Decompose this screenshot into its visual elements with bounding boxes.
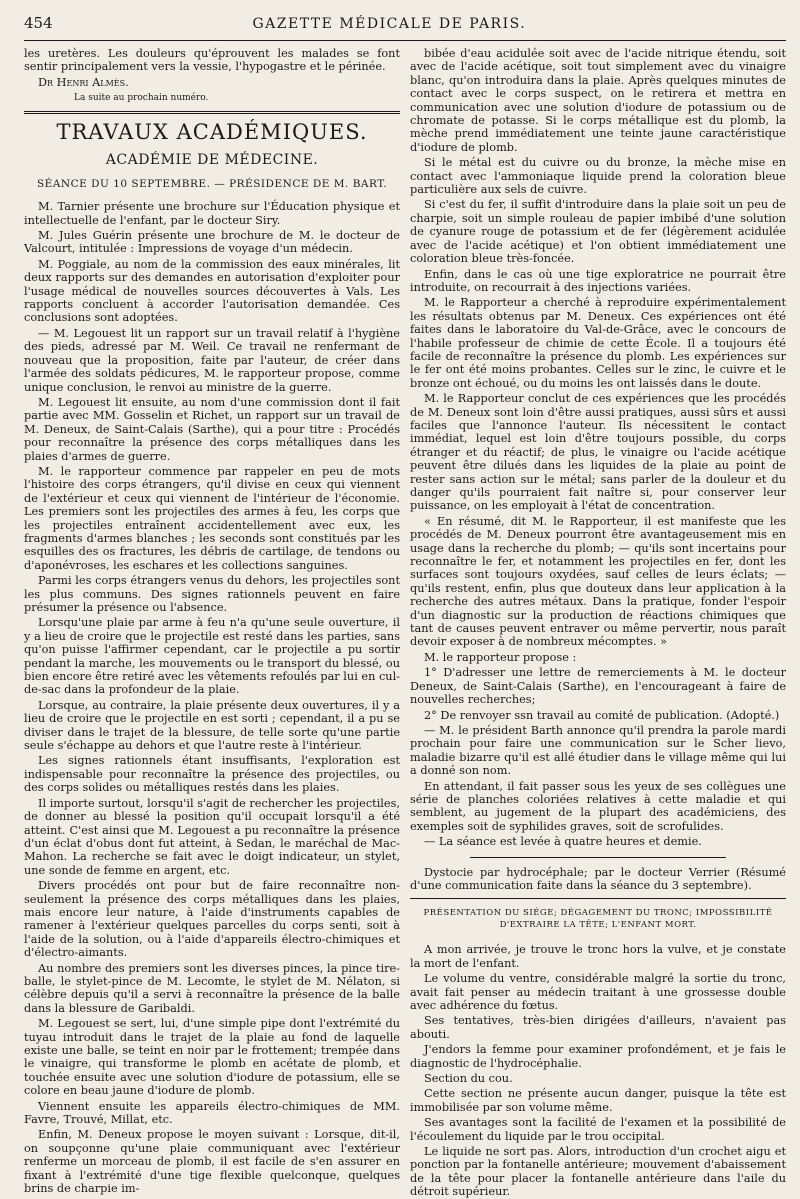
case-paragraph: Le liquide ne sort pas. Alors, introduction d'un crochet aigu et ponction par la fontanelle antérieure; mouvement d'abaissement de la tête pour placer la fontanelle antérieure dans l'aile du détroit supérieur. — [410, 1145, 786, 1199]
author-signature: Dr Henri Almès. — [38, 75, 129, 89]
body-paragraph: M. le Rapporteur conclut de ces expériences que les procédés de M. Deneux sont loin d'être aussi pratiques, aussi sûrs et aussi faciles que l'annonce l'auteur. Ils nécessitent le contact immédiat, lequel est loin d'être toujours possible, du corps étranger et du réactif; de plus, le vinaigre ou l'acide acétique peuvent être dilués dans les liquides de la plaie au point de rester sans action sur le métal; sans parler de la douleur et du danger qu'ils pourraient fait naître si, pour conserver leur puissance, on les employait à l'état de concentration. — [410, 392, 786, 513]
body-paragraph: « En résumé, dit M. le Rapporteur, il est manifeste que les procédés de M. Deneux pourront être avantageusement mis en usage dans la recherche du plomb; — qu'ils sont incertains pour reconnaître le fer, et notamment les projectiles en fer, dont les surfaces sont toujours oxydées, sauf celles de leurs éclats; — qu'ils restent, enfin, plus que douteux dans leur application à la recherche des autres métaux. Dans la pratique, fonder l'espoir d'un diagnostic sur la production de réactions chimiques que tant de causes peuvent entraver ou même pervertir, nous paraît devoir exposer à de nombreux mécomptes. » — [410, 514, 786, 649]
case-paragraph: J'endors la femme pour examiner profondément, et je fais le diagnostic de l'hydrocéphalie. — [410, 1043, 786, 1070]
intro-paragraph: les uretères. Les douleurs qu'éprouvent les malades se font sentir principalement vers la vessie, l'hypogastre et le périnée. — [24, 47, 400, 74]
body-paragraph: M. Tarnier présente une brochure sur l'Éducation physique et intellectuelle de l'enfant, par le docteur Siry. — [24, 200, 400, 227]
body-paragraph: Si le métal est du cuivre ou du bronze, la mèche mise en contact avec l'ammoniaque liquide prend la coloration bleue particulière aux sels de cuivre. — [410, 156, 786, 197]
body-paragraph: Divers procédés ont pour but de faire reconnaître non-seulement la présence des corps métalliques dans les plaies, mais encore leur nature, à l'aide d'instruments capables de ramener à l'extérieur quelques parcelles du corps senti, soit à l'aide de la solution, ou à l'aide d'appareils électro-chimiques et d'électro-aimants. — [24, 879, 400, 960]
body-paragraph: M. le rapporteur commence par rappeler en peu de mots l'histoire des corps étrangers, qu'il divise en ceux qui viennent de l'extérieur et ceux qui viennent de l'intérieur de l'économie. Les premiers sont les projectiles des armes à feu, les corps que les projectiles entraînent accidentellement avec eux, les fragments d'armes blanches ; les seconds sont constitués par les esquilles des os fractures, les débris de cartilage, de tendons ou d'aponévroses, les eschares et les collections sanguines. — [24, 464, 400, 572]
section-title: TRAVAUX ACADÉMIQUES. — [56, 120, 368, 145]
body-paragraph: M. le Rapporteur a cherché à reproduire expérimentalement les résultats obtenus par M. Deneux. Ces expériences ont été faites dans le laboratoire du Val-de-Grâce, avec le concours de l'habile professeur de chimie de cette École. Il a toujours été facile de reconnaître la présence du plomb. Les expériences sur le fer ont été moins probantes. Celles sur le zinc, le cuivre et le bronze ont échoué, ou du moins les ont laissés dans le doute. — [410, 296, 786, 390]
left-paragraphs — [24, 200, 400, 1195]
academy-title: ACADÉMIE DE MÉDECINE. — [105, 152, 319, 169]
body-paragraph: — M. Legouest lit un rapport sur un travail relatif à l'hygiène des pieds, adressé par M. Weil. Ce travail ne renfermant de nouveau que la proposition, faite par l'auteur, de créer dans l'armée des soldats pédicures, M. le rapporteur propose, comme unique conclusion, le renvoi au ministre de la guerre. — [24, 326, 400, 394]
case-paragraph: Ses avantages sont la facilité de l'examen et la possibilité de l'écoulement du liquide par le trou occipital. — [410, 1116, 786, 1143]
body-paragraph: Il importe surtout, lorsqu'il s'agit de rechercher les projectiles, de donner au blessé la position qu'il occupait lorsqu'il a été atteint. C'est ainsi que M. Legouest a pu reconnaître la présence d'un éclat d'obus dont fut atteint, à Sedan, le maréchal de Mac-Mahon. La recherche se fait avec le doigt indicateur, un stylet, une sonde de femme en argent, etc. — [24, 796, 400, 877]
section-divider — [24, 111, 400, 114]
separator-rule-2 — [410, 898, 786, 899]
presentation-heading: PRÉSENTATION DU SIÉGE; DÉGAGEMENT DU TRONC; IMPOSSIBILITÉ D'EXTRAIRE LA TÊTE; L'ENFANT MORT. — [423, 908, 773, 931]
body-paragraph: 2° De renvoyer ssn travail au comité de publication. (Adopté.) — [424, 708, 780, 722]
body-paragraph: M. Poggiale, au nom de la commission des eaux minérales, lit deux rapports sur des demandes en autorisation d'exploiter pour l'usage médical de nouvelles sources découvertes à Vals. Les rapports concluent à accorder l'autorisation demandée. Ces conclusions sont adoptées. — [24, 257, 400, 325]
page-number: 454 — [24, 14, 53, 32]
right-column — [410, 47, 786, 1199]
left-column — [24, 47, 400, 1196]
body-paragraph: Enfin, M. Deneux propose le moyen suivant : Lorsque, dit-il, on soupçonne qu'une plaie communiquant avec l'extérieur renferme un morceau de plomb, il est facile de s'en assurer en fixant à l'extrémité d'une tige flexible quelconque, quelques brins de charpie im- — [24, 1128, 400, 1196]
body-paragraph: Lorsqu'une plaie par arme à feu n'a qu'une seule ouverture, il y a lieu de croire que le projectile est resté dans les parties, sans qu'on puisse l'affirmer cependant, car le projectile a pu sortir pendant la marche, les mouvements ou le transport du blessé, ou bien encore être retiré avec les vêtements refoulés par lui en cul-de-sac dans la profondeur de la plaie. — [24, 616, 400, 697]
body-paragraph: Parmi les corps étrangers venus du dehors, les projectiles sont les plus communs. Des signes rationnels peuvent en faire présumer la présence ou l'absence. — [24, 574, 400, 614]
body-paragraph: M. le rapporteur propose : — [424, 650, 577, 664]
body-paragraph: — M. le président Barth annonce qu'il prendra la parole mardi prochain pour faire une communication sur le Scher lievo, maladie bizarre qu'il est allé étudier dans le village même qui lui a donné son nom. — [410, 723, 786, 778]
body-paragraph: bibée d'eau acidulée soit avec de l'acide nitrique étendu, soit avec de l'acide acétique, soit tout simplement avec du vinaigre blanc, qu'on introduira dans la plaie. Après quelques minutes de contact avec le corps suspect, on le retirera et mettra en communication avec une solution d'iodure de potassium ou de chromate de potasse. Si le corps métallique est du plomb, la mèche prend immédiatement une teinte jaune caractéristique d'iodure de plomb. — [410, 47, 786, 154]
body-paragraph: En attendant, il fait passer sous les yeux de ses collègues une série de planches coloriées relatives à cette maladie et qui semblent, au jugement de la plupart des académiciens, des exemples soit de syphilides graves, soit de scrofulides. — [410, 779, 786, 833]
dystocie-title: Dystocie par hydrocéphale; par le docteur Verrier (Résumé d'une communication faite dans la séance du 3 septembre). — [410, 865, 786, 892]
case-paragraph: Section du cou. — [424, 1072, 513, 1086]
body-paragraph: M. Jules Guérin présente une brochure de M. le docteur de Valcourt, intitulée : Impressions de voyage d'un médecin. — [24, 229, 400, 256]
body-paragraph: Lorsque, au contraire, la plaie présente deux ouvertures, il y a lieu de croire que le projectile en est sorti ; cependant, il a pu se diviser dans le trajet de la blessure, de telle sorte qu'une partie seule s'échappe au dehors et que l'autre reste à l'intérieur. — [24, 698, 400, 753]
case-paragraph: Cette section ne présente aucun danger, puisque la tête est immobilisée par son volume même. — [410, 1087, 786, 1114]
continued-note: La suite au prochain numéro. — [74, 93, 209, 104]
body-paragraph: — La séance est levée à quatre heures et demie. — [424, 835, 702, 849]
body-paragraph: Enfin, dans le cas où une tige exploratrice ne pourrait être introduite, on recourrait à des injections variées. — [410, 267, 786, 294]
body-paragraph: 1° D'adresser une lettre de remerciements à M. le docteur Deneux, de Saint-Calais (Sarthe), en l'encourageant à faire de nouvelles recherches; — [410, 666, 786, 707]
body-paragraph: Les signes rationnels étant insuffisants, l'exploration est indispensable pour reconnaître la présence des projectiles, ou des corps solides ou métalliques restés dans les plaies. — [24, 754, 400, 795]
body-paragraph: Si c'est du fer, il suffit d'introduire dans la plaie soit un peu de charpie, soit un simple rouleau de papier imbibé d'une solution de cyanure rouge de potassium et de fer (légèrement acidulée avec de l'acide acétique) et l'on obtient immédiatement une coloration bleue très-foncée. — [410, 198, 786, 266]
running-title: GAZETTE MÉDICALE DE PARIS. — [252, 16, 527, 32]
case-paragraph: Le volume du ventre, considérable malgré la sortie du tronc, avait fait penser au médecin traitant à une grossesse double avec adhérence du fœtus. — [410, 972, 786, 1012]
body-paragraph: M. Legouest lit ensuite, au nom d'une commission dont il fait partie avec MM. Gosselin et Richet, un rapport sur un travail de M. Deneux, de Saint-Calais (Sarthe), qui a pour titre : Procédés pour reconnaître la présence des corps métalliques dans les plaies d'armes de guerre. — [24, 395, 400, 463]
columns — [24, 47, 786, 1199]
case-paragraph: Ses tentatives, très-bien dirigées d'ailleurs, n'avaient pas abouti. — [410, 1014, 786, 1041]
seance-title: SÉANCE DU 10 SEPTEMBRE. — PRÉSIDENCE DE M. BART. — [36, 178, 388, 191]
body-paragraph: M. Legouest se sert, lui, d'une simple pipe dont l'extrémité du tuyau introduit dans le trajet de la plaie au fond de laquelle existe une balle, se teint en noir par le frottement; trempée dans le vinaigre, qui transforme le plomb en acétate de plomb, et touchée ensuite avec une solution d'iodure de potassium, elle se colore en beau jaune d'iodure de plomb. — [24, 1017, 400, 1098]
right-paragraphs — [410, 47, 786, 849]
page-header — [24, 14, 786, 41]
case-paragraph: A mon arrivée, je trouve le tronc hors la vulve, et je constate la mort de l'enfant. — [410, 943, 786, 970]
body-paragraph: Viennent ensuite les appareils électro-chimiques de MM. Favre, Trouvé, Millat, etc. — [24, 1099, 400, 1127]
separator-rule — [470, 857, 726, 858]
case-paragraphs — [410, 943, 786, 1198]
body-paragraph: Au nombre des premiers sont les diverses pinces, la pince tire-balle, le stylet-pince de M. Lecomte, le stylet de M. Nélaton, si célèbre depuis qu'il a servi à reconnaître la présence de la balle dans la blessure de Garibaldi. — [24, 961, 400, 1015]
